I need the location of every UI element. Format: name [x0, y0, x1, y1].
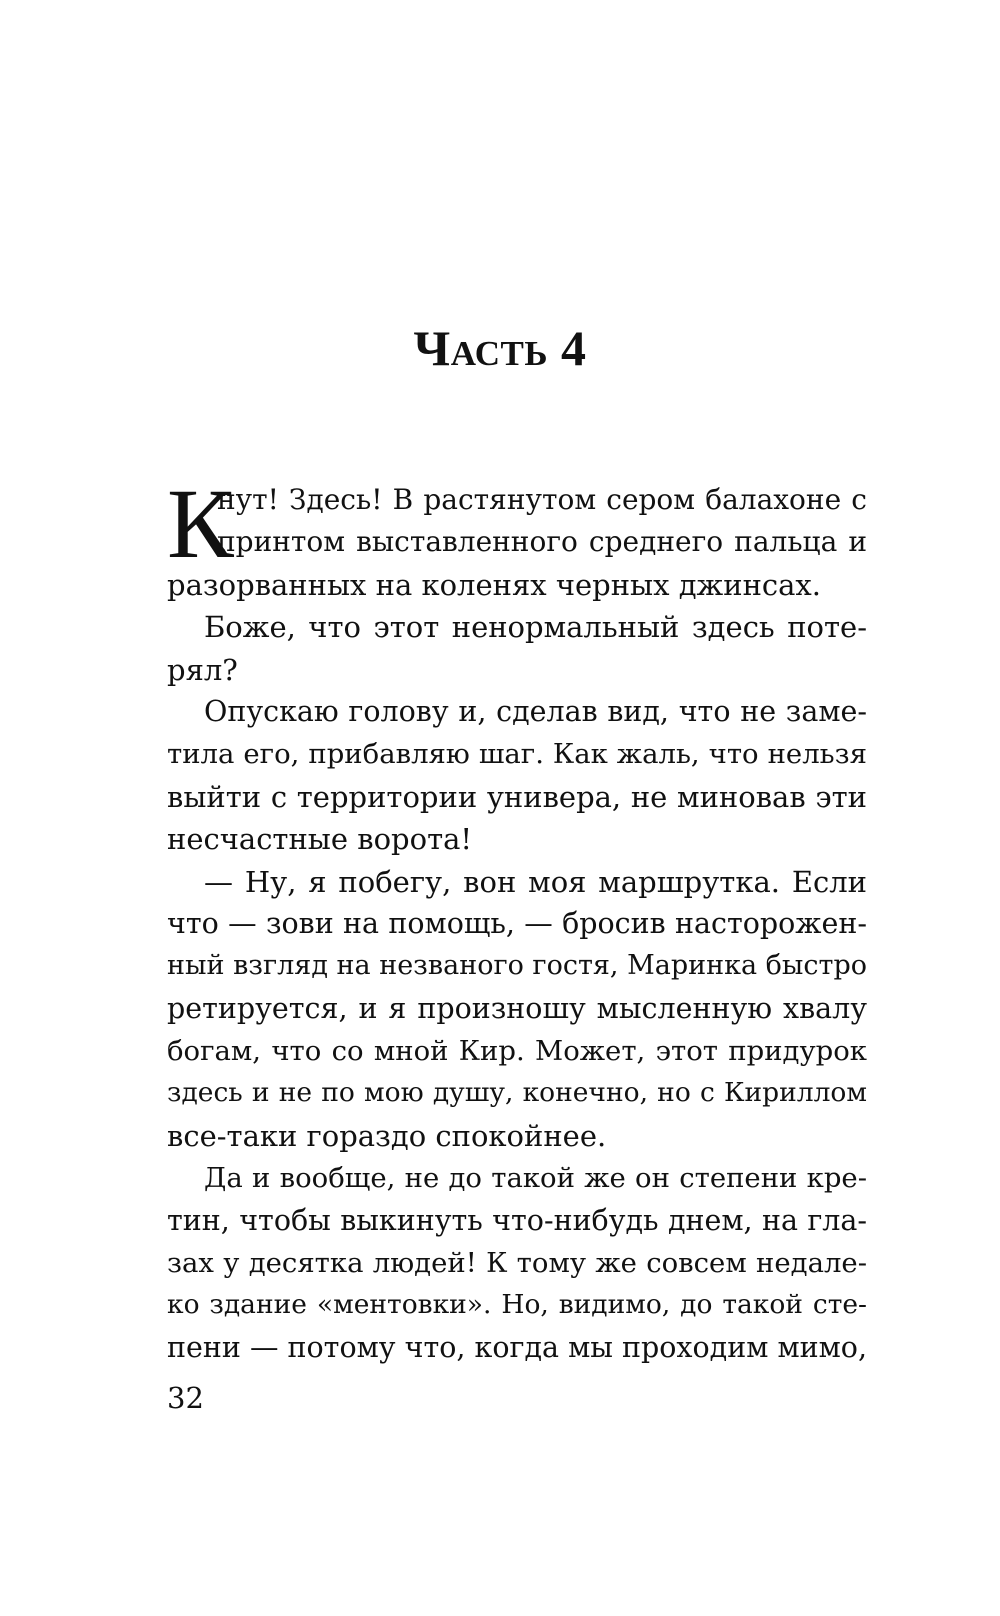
- text-line: ный взгляд на незваного гостя, Маринка быстро: [167, 950, 868, 982]
- text-line: все-таки гораздо спокойнее.: [167, 1118, 607, 1153]
- text-line: здесь и не по мою душу, конечно, но с Кириллом: [167, 1077, 867, 1109]
- text-line: несчастные ворота!: [167, 822, 473, 857]
- chapter-title: [0, 318, 1000, 378]
- page-number: 32: [167, 1381, 204, 1415]
- text-line: что — зови на помощь, — бросив насторожен-: [167, 906, 867, 940]
- text-line: тин, чтобы выкинуть что-нибудь днем, на гла-: [167, 1203, 867, 1237]
- text-line: разорванных на коленях черных джинсах.: [167, 567, 822, 602]
- text-line: нут! Здесь! В растянутом сером балахоне с: [217, 483, 867, 516]
- text-line: пени — потому что, когда мы проходим мимо,: [167, 1330, 867, 1364]
- text-line: — Ну, я побегу, вон моя маршрутка. Если: [204, 864, 867, 899]
- text-line: ко здание «ментовки». Но, видимо, до такой сте-: [167, 1289, 867, 1321]
- text-line: ретируется, и я произношу мысленную хвалу: [167, 991, 867, 1025]
- text-line: Опускаю голову и, сделав вид, что не заме-: [204, 694, 867, 728]
- text-line: Боже, что этот ненормальный здесь поте-: [204, 610, 867, 645]
- text-line: тила его, прибавляю шаг. Как жаль, что нельзя: [167, 738, 867, 771]
- text-line: выйти с территории универа, не миновав эти: [167, 779, 867, 814]
- first-paragraph-opening: [167, 468, 867, 579]
- text-line: богам, что со мной Кир. Может, этот придурок: [167, 1035, 867, 1068]
- body-text: [167, 468, 868, 1369]
- text-line: зах у десятка людей! К тому же совсем недале-: [167, 1247, 867, 1280]
- text-line: Да и вообще, не до такой же он степени кре-: [204, 1162, 867, 1195]
- chapter-title-text: Часть 4: [413, 320, 587, 376]
- drop-cap: К: [167, 468, 234, 579]
- text-line: принтом выставленного среднего пальца и: [217, 525, 867, 559]
- text-line: рял?: [167, 652, 238, 687]
